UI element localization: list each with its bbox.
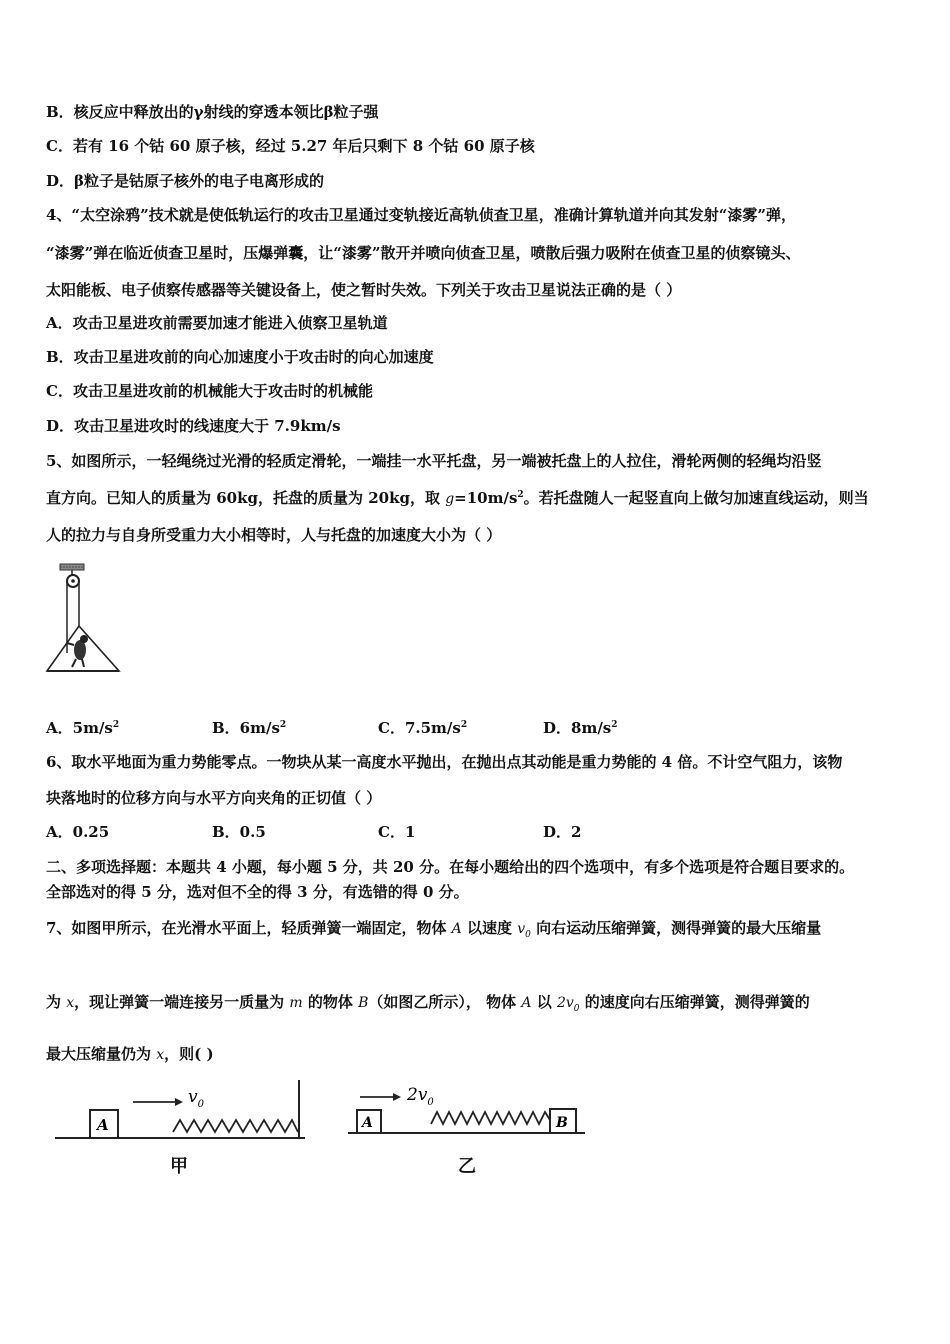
spring [431,1112,550,1124]
q6-option-d: D．2 [543,823,582,841]
block-a-label: A [362,1115,373,1131]
pulley-figure [44,563,134,678]
figure-yi-caption: 乙 [458,1156,476,1177]
q6-option-a: A．0.25 [46,823,110,841]
q4-option-c: C．攻击卫星进攻前的机械能大于攻击时的机械能 [46,382,373,400]
q4-option-d: D．攻击卫星进攻时的线速度大于 7.9km/s [46,417,341,435]
section2-header-line1: 二、多项选择题：本题共 4 小题，每小题 5 分，共 20 分。在每小题给出的四个选项中，有多个选项是符合题目要求的。 [46,858,855,876]
q6-option-c: C．1 [378,823,416,841]
figure-jia-caption: 甲 [170,1156,188,1177]
q6-stem-line1: 6、取水平地面为重力势能零点。一物块从某一高度水平抛出，在抛出点其动能是重力势能的 4 倍。不计空气阻力，该物 [46,753,843,771]
q6-option-b: B．0.5 [212,823,266,841]
q4-stem-line1: 4、“太空涂鸦”技术就是使低轨运行的攻击卫星通过变轨接近高轨侦查卫星，准确计算轨道并向其发射“漆雾”弹， [46,206,796,224]
q5-option-d: D．$8m/s^2$ [543,719,618,737]
q7-stem-line1: 7、如图甲所示，在光滑水平面上，轻质弹簧一端固定，物体 A 以速度 $v_0$ 向右运动压缩弹簧，测得弹簧的最大压缩量 [46,919,822,940]
velocity-label: $2v_0$ [407,1085,434,1108]
q6-stem-line2: 块落地时的位移方向与水平方向夹角的正切值（ ） [46,789,382,807]
q4-option-b: B．攻击卫星进攻前的向心加速度小于攻击时的向心加速度 [46,348,434,366]
block-a-label: A [97,1116,109,1134]
q5-stem-line3: 人的拉力与自身所受重力大小相等时，人与托盘的加速度大小为（ ） [46,526,502,544]
q5-stem-line2: 直方向。已知人的质量为 60kg，托盘的质量为 20kg，取 $g=10m/s^2$。若托盘随人一起竖直向上做匀加速直线运动，则当 [46,489,869,507]
q4-option-a: A．攻击卫星进攻前需要加速才能进入侦察卫星轨道 [46,314,388,332]
figure-yi [345,1080,590,1145]
q3-option-c: C．若有 16 个钴 60 原子核，经过 5.27 年后只剩下 8 个钴 60 原子核 [46,137,535,155]
q4-stem-line3: 太阳能板、电子侦察传感器等关键设备上，使之暂时失效。下列关于攻击卫星说法正确的是（ ） [46,281,682,299]
q5-stem-line1: 5、如图所示，一轻绳绕过光滑的轻质定滑轮，一端挂一水平托盘，另一端被托盘上的人拉住，滑轮两侧的轻绳均沿竖 [46,452,822,470]
spring [173,1120,298,1132]
figure-jia [55,1080,305,1145]
section2-header-line2: 全部选对的得 5 分，选对但不全的得 3 分，有选错的得 0 分。 [46,883,469,901]
q4-stem-line2: “漆雾”弹在临近侦查卫星时，压爆弹囊，让“漆雾”散开并喷向侦查卫星，喷散后强力吸附在侦查卫星的侦察镜头、 [46,244,801,262]
q5-option-b: B．$6m/s^2$ [212,719,287,737]
q5-option-a: A．$5m/s^2$ [46,719,120,737]
q7-stem-line3: 最大压缩量仍为 x，则( ) [46,1045,214,1063]
q7-stem-line2: 为 x，现让弹簧一端连接另一质量为 m 的物体 B（如图乙所示）， 物体 A 以 $2v_0$ 的速度向右压缩弹簧，测得弹簧的 [46,993,810,1014]
block-b-label: B [556,1115,568,1131]
velocity-label: $v_0$ [188,1087,204,1110]
q3-option-b: B．核反应中释放出的γ射线的穿透本领比β粒子强 [46,103,379,121]
q5-option-c: C．$7.5m/s^2$ [378,719,468,737]
q3-option-d: D．β粒子是钴原子核外的电子电离形成的 [46,172,324,190]
